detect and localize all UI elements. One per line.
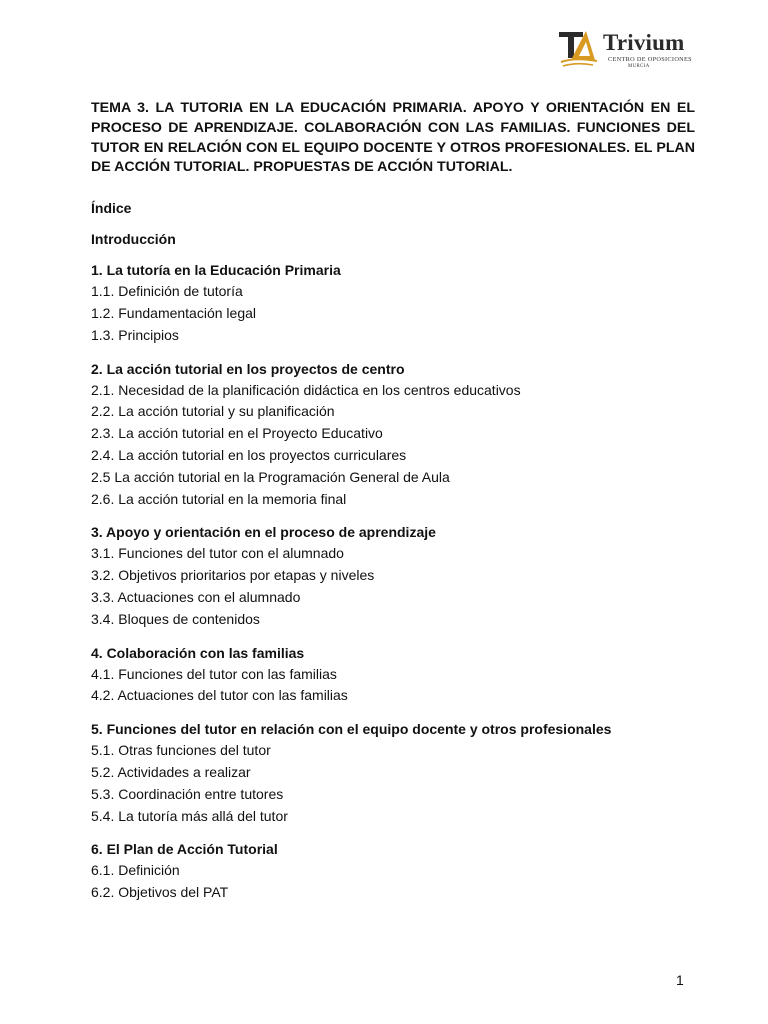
toc-section bbox=[91, 840, 695, 904]
toc-item: 1.2. Fundamentación legal bbox=[91, 304, 256, 321]
toc-item: 2.3. La acción tutorial en el Proyecto Educativo bbox=[91, 425, 383, 442]
document-title: TEMA 3. LA TUTORIA EN LA EDUCACIÓN PRIMARIA. APOYO Y ORIENTACIÓN EN EL PROCESO DE APRENDIZAJE. COLABORACIÓN CON LAS FAMILIAS. FUNCIONES DEL TUTOR EN RELACIÓN CON EL EQUIPO DOCENTE Y OTROS PROFESIONALES. EL PLAN DE ACCIÓN TUTORIAL. PROPUESTAS DE ACCIÓN TUTORIAL. bbox=[91, 100, 695, 176]
logo-name: Trivium bbox=[603, 30, 685, 55]
index-heading: Índice bbox=[91, 200, 132, 217]
toc-item: 1.1. Definición de tutoría bbox=[91, 283, 243, 300]
section-title: 2. La acción tutorial en los proyectos de centro bbox=[91, 360, 405, 377]
toc-item: 5.2. Actividades a realizar bbox=[91, 763, 251, 780]
trivium-logo bbox=[557, 26, 697, 74]
toc-item: 5.1. Otras funciones del tutor bbox=[91, 742, 271, 759]
section-title: 5. Funciones del tutor en relación con el equipo docente y otros profesionales bbox=[91, 721, 612, 738]
document-body bbox=[91, 99, 695, 904]
page-number: 1 bbox=[676, 972, 684, 988]
toc-item: 6.1. Definición bbox=[91, 862, 180, 879]
logo-subtitle: CENTRO DE OPOSICIONES bbox=[608, 56, 692, 63]
toc-section bbox=[91, 644, 695, 708]
toc-item: 3.4. Bloques de contenidos bbox=[91, 610, 260, 627]
toc-item: 2.4. La acción tutorial en los proyectos curriculares bbox=[91, 446, 407, 463]
trivium-emblem-icon bbox=[557, 26, 607, 74]
logo-city: MURCIA bbox=[628, 64, 650, 69]
toc-section bbox=[91, 523, 695, 630]
table-of-contents bbox=[91, 261, 695, 904]
toc-section bbox=[91, 720, 695, 827]
section-title: 1. La tutoría en la Educación Primaria bbox=[91, 262, 341, 279]
toc-item: 4.1. Funciones del tutor con las familias bbox=[91, 665, 337, 682]
toc-item: 2.6. La acción tutorial en la memoria final bbox=[91, 490, 347, 507]
toc-section bbox=[91, 261, 695, 346]
intro-heading: Introducción bbox=[91, 231, 176, 248]
toc-item: 4.2. Actuaciones del tutor con las familias bbox=[91, 687, 348, 704]
section-title: 4. Colaboración con las familias bbox=[91, 644, 305, 661]
toc-item: 3.3. Actuaciones con el alumnado bbox=[91, 588, 301, 605]
toc-item: 3.2. Objetivos prioritarios por etapas y niveles bbox=[91, 567, 375, 584]
toc-section bbox=[91, 360, 695, 511]
toc-item: 6.2. Objetivos del PAT bbox=[91, 884, 229, 901]
section-title: 6. El Plan de Acción Tutorial bbox=[91, 841, 278, 858]
toc-item: 3.1. Funciones del tutor con el alumnado bbox=[91, 545, 344, 562]
toc-item: 5.3. Coordinación entre tutores bbox=[91, 785, 284, 802]
toc-item: 1.3. Principios bbox=[91, 326, 179, 343]
toc-item: 5.4. La tutoría más allá del tutor bbox=[91, 807, 288, 824]
toc-item: 2.5 La acción tutorial en la Programación General de Aula bbox=[91, 468, 450, 485]
section-title: 3. Apoyo y orientación en el proceso de aprendizaje bbox=[91, 524, 436, 541]
toc-item: 2.1. Necesidad de la planificación didáctica en los centros educativos bbox=[91, 381, 521, 398]
toc-item: 2.2. La acción tutorial y su planificación bbox=[91, 403, 335, 420]
